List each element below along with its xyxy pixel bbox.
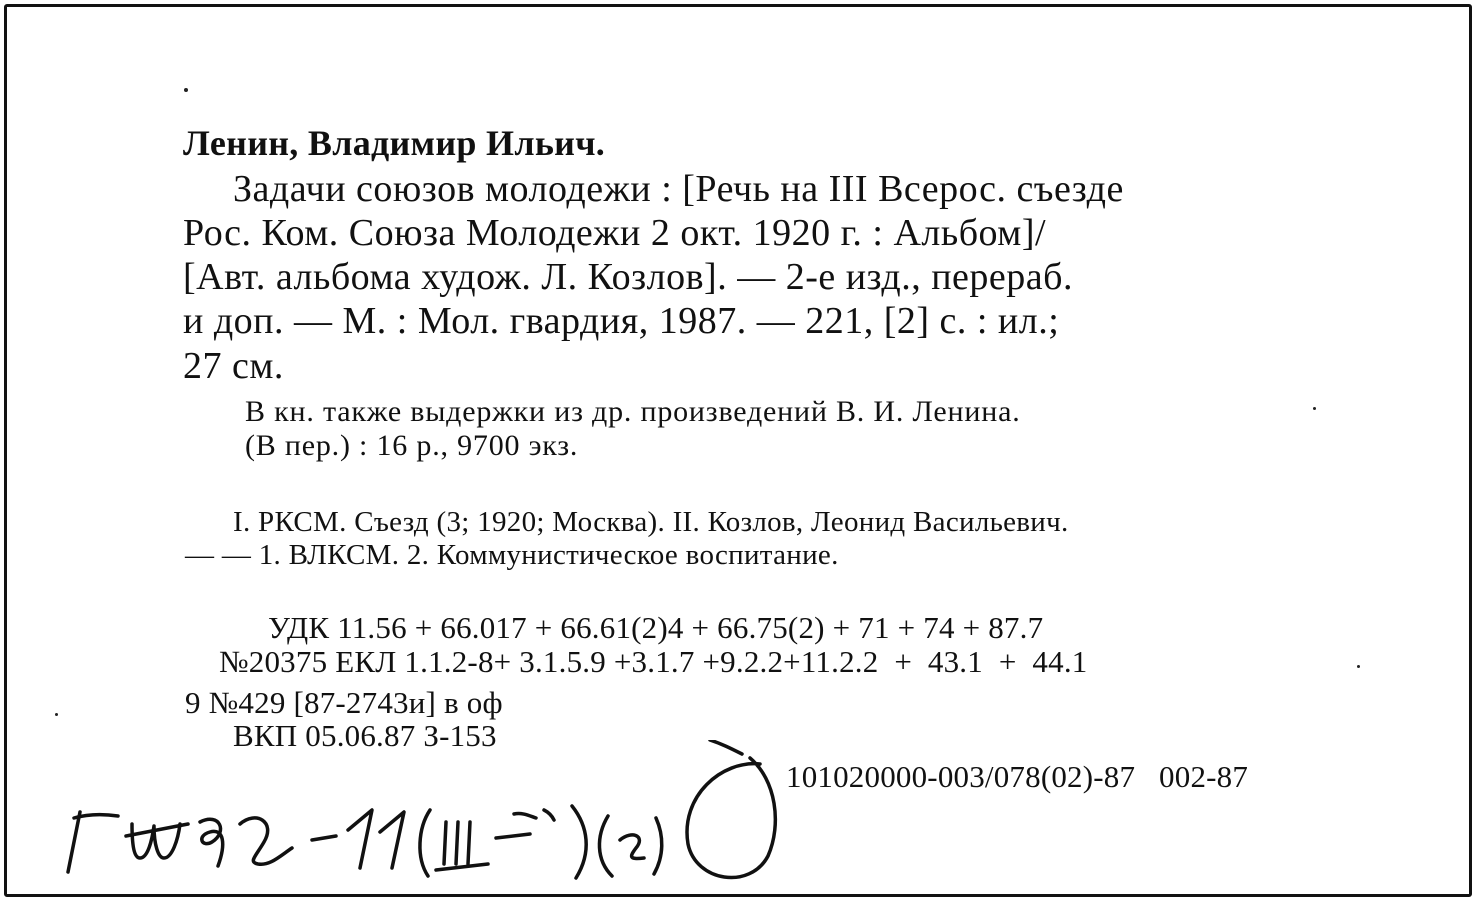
isbn-code-line: 101020000-003/078(02)-87 002-87 bbox=[786, 759, 1249, 794]
ekl-line: №20375 ЕКЛ 1.1.2-8+ 3.1.5.9 +3.1.7 +9.2.2+11.2.2 + 43.1 + 44.1 bbox=[219, 644, 1088, 679]
contents-note: В кн. также выдержки из др. произведений В. И. Ленина. bbox=[245, 395, 1021, 428]
udk-line: УДК 11.56 + 66.017 + 66.61(2)4 + 66.75(2) + 71 + 74 + 87.7 bbox=[268, 610, 1044, 645]
author-heading: Ленин, Владимир Ильич. bbox=[183, 123, 606, 163]
tracing-line-1: I. РКСМ. Съезд (3; 1920; Москва). II. Козлов, Леонид Васильевич. bbox=[233, 506, 1069, 538]
title-line-5: 27 см. bbox=[183, 345, 284, 387]
title-line-3: [Авт. альбома худож. Л. Козлов]. — 2-е изд., перераб. bbox=[183, 256, 1073, 298]
ink-speck bbox=[1357, 665, 1360, 668]
title-line-2: Рос. Ком. Союза Молодежи 2 окт. 1920 г. : Альбом]/ bbox=[183, 212, 1047, 254]
vkp-line: ВКП 05.06.87 З-153 bbox=[233, 718, 497, 753]
handwritten-shelfmark bbox=[60, 740, 780, 900]
order-line: 9 №429 [87-2743и] в оф bbox=[185, 685, 503, 720]
title-line-4: и доп. — М. : Мол. гвардия, 1987. — 221, [2] с. : ил.; bbox=[183, 300, 1060, 342]
ink-speck bbox=[184, 88, 188, 92]
ink-speck bbox=[55, 713, 58, 716]
ink-speck bbox=[1313, 407, 1316, 410]
title-line-1: Задачи союзов молодежи : [Речь на III Всерос. съезде bbox=[233, 168, 1124, 210]
price-note: (В пер.) : 16 р., 9700 экз. bbox=[245, 429, 579, 462]
tracing-line-2: — — 1. ВЛКСМ. 2. Коммунистическое воспитание. bbox=[185, 539, 839, 571]
